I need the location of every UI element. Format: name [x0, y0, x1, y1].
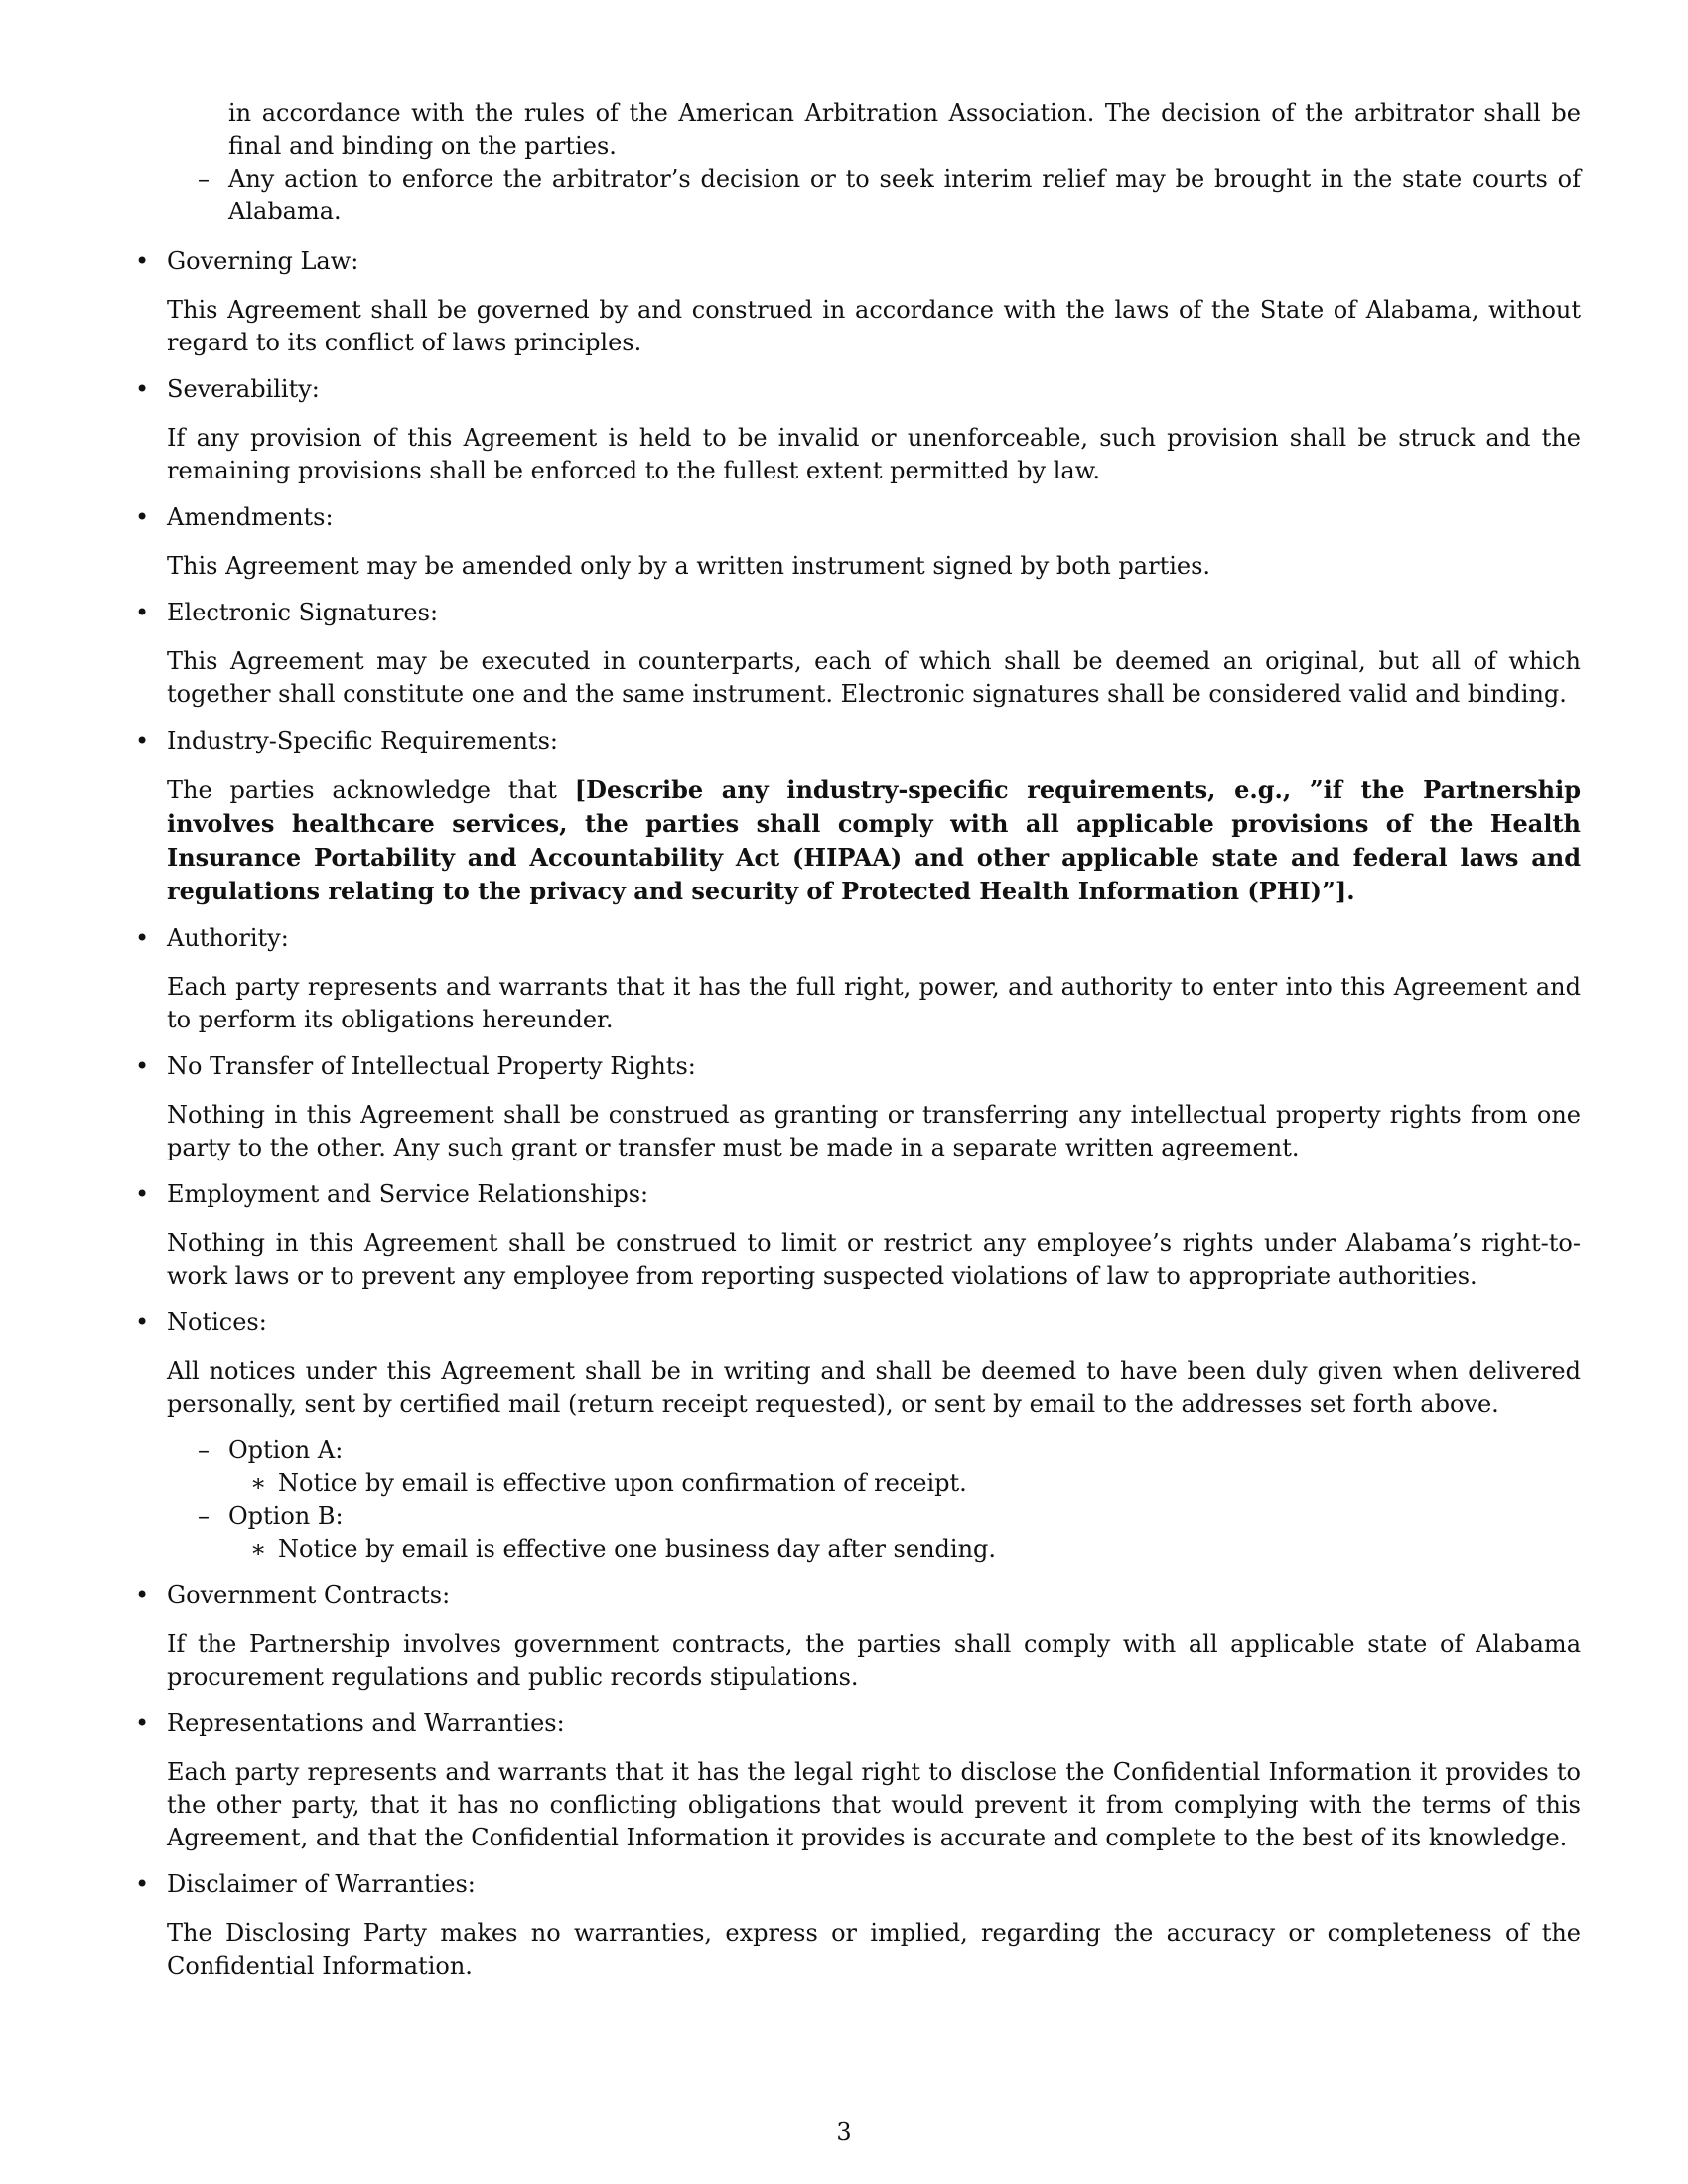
notice-option-a	[167, 1434, 1581, 1467]
section-body: If the Partnership involves government contracts, the parties shall comply with all applicable state of Alabama procurement regulations and public records stipulations.	[167, 1630, 1581, 1691]
section-heading: Notices:	[167, 1308, 267, 1336]
bullet-marker: •	[135, 503, 150, 531]
section-body: This Agreement may be amended only by a written instrument signed by both parties.	[167, 552, 1211, 580]
section-body: Nothing in this Agreement shall be construed to limit or restrict any employee’s rights under Alabama’s right-to-work laws or to prevent any employee from reporting suspected violations of law to appropriate authorities.	[167, 1229, 1581, 1290]
section-electronic-signatures	[135, 597, 1581, 711]
section-representations-warranties	[135, 1707, 1581, 1854]
section-heading: Severability:	[167, 375, 320, 403]
option-detail: Notice by email is effective upon confirmation of receipt.	[278, 1469, 967, 1497]
star-marker: ∗	[250, 1535, 267, 1563]
section-heading: Disclaimer of Warranties:	[167, 1870, 476, 1898]
star-marker: ∗	[250, 1469, 267, 1497]
arbitration-continued-paragraph: in accordance with the rules of the American Arbitration Association. The decision of the arbitrator shall be final and binding on the parties.	[228, 99, 1581, 160]
section-body: This Agreement may be executed in counterparts, each of which shall be deemed an original, but all of which together shall constitute one and the same instrument. Electronic signatures shall be considered valid and binding.	[167, 647, 1581, 708]
dash-marker: –	[198, 1502, 210, 1530]
section-governing-law	[135, 245, 1581, 359]
section-industry-specific-requirements	[135, 725, 1581, 908]
section-disclaimer-warranties	[135, 1868, 1581, 1982]
bullet-marker: •	[135, 1308, 150, 1336]
bullet-marker: •	[135, 375, 150, 403]
section-body-prefix: The parties acknowledge that	[167, 776, 575, 804]
bullet-marker: •	[135, 924, 150, 952]
document-content	[135, 97, 1581, 1982]
section-body: This Agreement shall be governed by and construed in accordance with the laws of the State of Alabama, without regard to its conflict of laws principles.	[167, 296, 1581, 356]
section-heading: Employment and Service Relationships:	[167, 1180, 649, 1208]
section-authority	[135, 922, 1581, 1036]
section-body	[167, 773, 1581, 908]
bullet-marker: •	[135, 1709, 150, 1737]
section-heading: Government Contracts:	[167, 1581, 451, 1609]
notice-option-b	[167, 1500, 1581, 1533]
section-government-contracts	[135, 1579, 1581, 1694]
section-amendments	[135, 501, 1581, 583]
section-heading: Amendments:	[167, 503, 334, 531]
notice-option-b-detail	[167, 1533, 1581, 1566]
section-heading: Representations and Warranties:	[167, 1709, 565, 1737]
placeholder-bold-text: [Describe any industry-specific requirements, e.g., ”if the Partnership involves healthcare services, the parties shall comply with all applicable provisions of the Health Insurance Portability and Accountability Act (HIPAA) and other applicable state and federal laws and regulations relating to the privacy and security of Protected Health Information (PHI)”].	[167, 775, 1581, 905]
bullet-marker: •	[135, 727, 150, 754]
bullet-marker: •	[135, 1180, 150, 1208]
option-label: Option B:	[228, 1502, 344, 1530]
section-body: All notices under this Agreement shall be in writing and shall be deemed to have been duly given when delivered personally, sent by certified mail (return receipt requested), or sent by email to the addresses set forth above.	[167, 1357, 1581, 1418]
section-severability	[135, 373, 1581, 487]
arbitration-enforce-text: Any action to enforce the arbitrator’s decision or to seek interim relief may be brought in the state courts of Alabama.	[228, 165, 1581, 225]
section-body: Each party represents and warrants that it has the legal right to disclose the Confidential Information it provides to the other party, that it has no conflicting obligations that would prevent it from complying with the terms of this Agreement, and that the Confidential Information it provides is accurate and complete to the best of its knowledge.	[167, 1758, 1581, 1851]
section-heading: Electronic Signatures:	[167, 599, 439, 626]
arbitration-enforce-item	[167, 163, 1581, 228]
bullet-marker: •	[135, 599, 150, 626]
section-body: Each party represents and warrants that it has the full right, power, and authority to enter into this Agreement and to perform its obligations hereunder.	[167, 973, 1581, 1033]
notice-option-a-detail	[167, 1467, 1581, 1500]
section-heading: Governing Law:	[167, 247, 359, 275]
section-heading: Industry-Specific Requirements:	[167, 727, 558, 754]
dash-marker: –	[198, 1436, 210, 1464]
section-body: The Disclosing Party makes no warranties, express or implied, regarding the accuracy or completeness of the Confidential Information.	[167, 1919, 1581, 1979]
option-detail: Notice by email is effective one business day after sending.	[278, 1535, 997, 1563]
section-employment-service	[135, 1178, 1581, 1293]
section-no-transfer-ip	[135, 1050, 1581, 1164]
option-label: Option A:	[228, 1436, 344, 1464]
page-number: 3	[836, 2118, 852, 2146]
notice-options-list	[167, 1434, 1581, 1566]
bullet-marker: •	[135, 1870, 150, 1898]
bullet-marker: •	[135, 1052, 150, 1080]
section-notices	[135, 1306, 1581, 1566]
section-heading: Authority:	[167, 924, 289, 952]
dash-marker: –	[198, 165, 210, 193]
bullet-marker: •	[135, 247, 150, 275]
bullet-marker: •	[135, 1581, 150, 1609]
section-body: If any provision of this Agreement is held to be invalid or unenforceable, such provision shall be struck and the remaining provisions shall be enforced to the fullest extent permitted by law.	[167, 424, 1581, 484]
section-heading: No Transfer of Intellectual Property Rights:	[167, 1052, 696, 1080]
section-body: Nothing in this Agreement shall be construed as granting or transferring any intellectual property rights from one party to the other. Any such grant or transfer must be made in a separate written agreement.	[167, 1101, 1581, 1161]
